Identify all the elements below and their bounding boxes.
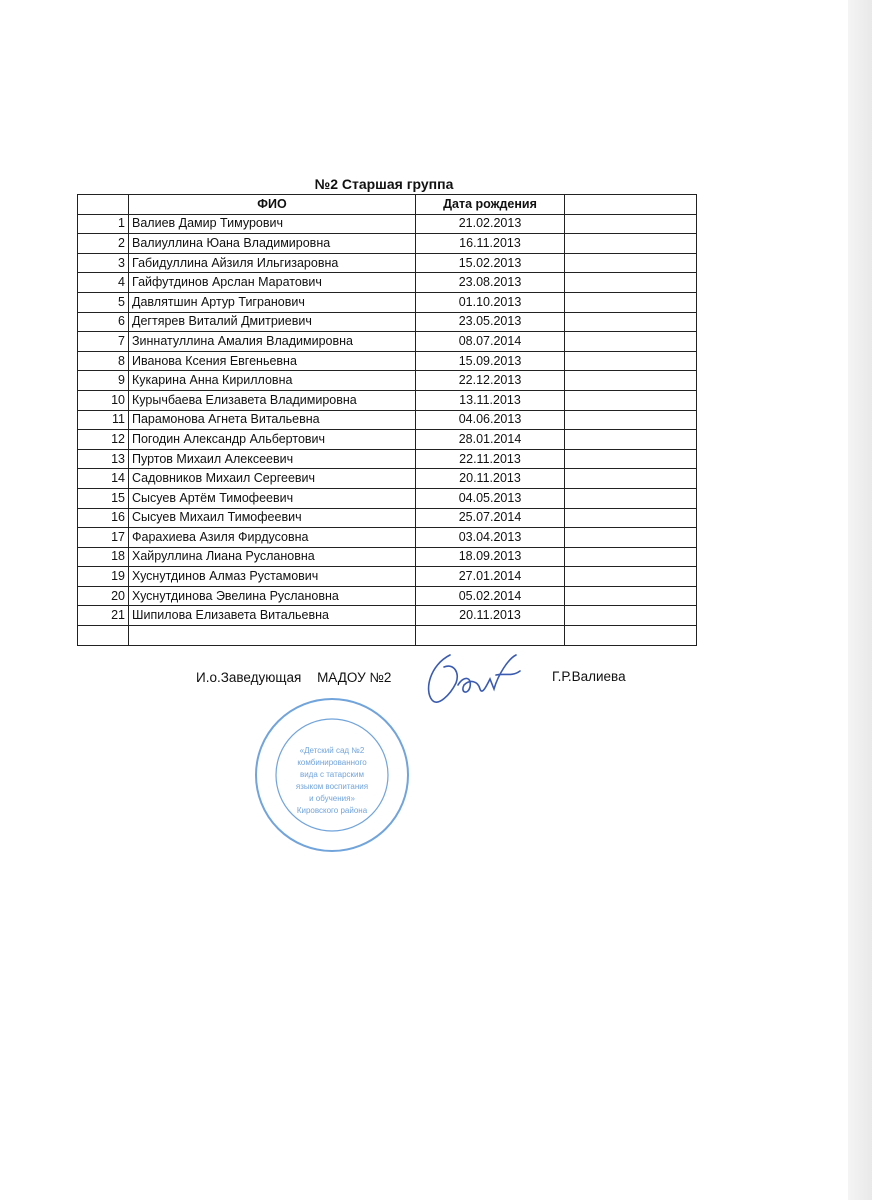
- table-row: [78, 234, 697, 254]
- row-number: 13: [78, 449, 129, 469]
- row-number: 4: [78, 273, 129, 293]
- birth-date: 03.04.2013: [416, 528, 565, 548]
- child-name: Валиев Дамир Тимурович: [129, 214, 416, 234]
- birth-date: 04.06.2013: [416, 410, 565, 430]
- extra-cell: [565, 430, 697, 450]
- child-name: Пуртов Михаил Алексеевич: [129, 449, 416, 469]
- row-number: 1: [78, 214, 129, 234]
- table-row: [78, 371, 697, 391]
- row-number: 10: [78, 390, 129, 410]
- extra-cell: [565, 469, 697, 489]
- child-name: Садовников Михаил Сергеевич: [129, 469, 416, 489]
- child-name: Иванова Ксения Евгеньевна: [129, 351, 416, 371]
- table-row: [78, 508, 697, 528]
- birth-date: 22.12.2013: [416, 371, 565, 391]
- row-number: 18: [78, 547, 129, 567]
- row-number: 17: [78, 528, 129, 548]
- extra-cell: [565, 253, 697, 273]
- extra-cell: [565, 214, 697, 234]
- child-name: Давлятшин Артур Тигранович: [129, 292, 416, 312]
- birth-date: 05.02.2014: [416, 586, 565, 606]
- column-header-number: [78, 195, 129, 215]
- table-row: [78, 469, 697, 489]
- child-name: Курычбаева Елизавета Владимировна: [129, 390, 416, 410]
- extra-cell: [565, 586, 697, 606]
- row-number: 9: [78, 371, 129, 391]
- child-name: Парамонова Агнета Витальевна: [129, 410, 416, 430]
- row-number: 14: [78, 469, 129, 489]
- extra-cell: [565, 528, 697, 548]
- svg-text:языком воспитания: языком воспитания: [295, 782, 369, 791]
- table-row: [78, 626, 697, 646]
- child-name: [129, 626, 416, 646]
- birth-date: 04.05.2013: [416, 488, 565, 508]
- birth-date: 22.11.2013: [416, 449, 565, 469]
- table-row: [78, 528, 697, 548]
- row-number: 6: [78, 312, 129, 332]
- extra-cell: [565, 626, 697, 646]
- child-name: Дегтярев Виталий Дмитриевич: [129, 312, 416, 332]
- column-header-birthdate: Дата рождения: [416, 195, 565, 215]
- child-name: Кукарина Анна Кирилловна: [129, 371, 416, 391]
- scan-page-edge: [848, 0, 872, 1200]
- birth-date: 15.02.2013: [416, 253, 565, 273]
- signer-position: И.о.Заведующая: [196, 670, 302, 685]
- table-row: [78, 292, 697, 312]
- extra-cell: [565, 312, 697, 332]
- svg-text:«Детский сад №2: «Детский сад №2: [299, 746, 365, 755]
- signer-name: Г.Р.Валиева: [552, 669, 626, 684]
- child-name: Зиннатуллина Амалия Владимировна: [129, 332, 416, 352]
- extra-cell: [565, 351, 697, 371]
- child-name: Габидуллина Айзиля Ильгизаровна: [129, 253, 416, 273]
- table-row: [78, 390, 697, 410]
- birth-date: 28.01.2014: [416, 430, 565, 450]
- row-number: 16: [78, 508, 129, 528]
- child-name: Гайфутдинов Арслан Маратович: [129, 273, 416, 293]
- extra-cell: [565, 234, 697, 254]
- birth-date: 16.11.2013: [416, 234, 565, 254]
- birth-date: 25.07.2014: [416, 508, 565, 528]
- svg-text:вида с татарским: вида с татарским: [299, 770, 365, 779]
- extra-cell: [565, 273, 697, 293]
- table-row: [78, 586, 697, 606]
- birth-date: 21.02.2013: [416, 214, 565, 234]
- child-name: Хуснутдинов Алмаз Рустамович: [129, 567, 416, 587]
- table-row: [78, 214, 697, 234]
- extra-cell: [565, 390, 697, 410]
- extra-cell: [565, 292, 697, 312]
- extra-cell: [565, 410, 697, 430]
- extra-cell: [565, 567, 697, 587]
- birth-date: 23.05.2013: [416, 312, 565, 332]
- child-name: Валиуллина Юана Владимировна: [129, 234, 416, 254]
- child-name: Хайруллина Лиана Руслановна: [129, 547, 416, 567]
- children-roster-table: [77, 194, 697, 646]
- table-row: [78, 410, 697, 430]
- birth-date: 15.09.2013: [416, 351, 565, 371]
- row-number: 3: [78, 253, 129, 273]
- extra-cell: [565, 606, 697, 626]
- table-row: [78, 430, 697, 450]
- row-number: 8: [78, 351, 129, 371]
- column-header-name: ФИО: [129, 195, 416, 215]
- extra-cell: [565, 371, 697, 391]
- table-row: [78, 253, 697, 273]
- table-row: [78, 351, 697, 371]
- row-number: 12: [78, 430, 129, 450]
- child-name: Шипилова Елизавета Витальевна: [129, 606, 416, 626]
- birth-date: 23.08.2013: [416, 273, 565, 293]
- child-name: Хуснутдинова Эвелина Руслановна: [129, 586, 416, 606]
- table-row: [78, 332, 697, 352]
- birth-date: 20.11.2013: [416, 606, 565, 626]
- row-number: 7: [78, 332, 129, 352]
- row-number: 21: [78, 606, 129, 626]
- child-name: Фарахиева Азиля Фирдусовна: [129, 528, 416, 548]
- table-row: [78, 606, 697, 626]
- row-number: 19: [78, 567, 129, 587]
- extra-cell: [565, 547, 697, 567]
- extra-cell: [565, 449, 697, 469]
- table-row: [78, 449, 697, 469]
- organization-stamp: [252, 695, 412, 860]
- svg-text:Кировского района: Кировского района: [296, 806, 368, 815]
- extra-cell: [565, 332, 697, 352]
- column-header-extra: [565, 195, 697, 215]
- svg-text:и обучения»: и обучения»: [309, 794, 355, 803]
- extra-cell: [565, 488, 697, 508]
- birth-date: [416, 626, 565, 646]
- child-name: Погодин Александр Альбертович: [129, 430, 416, 450]
- birth-date: 20.11.2013: [416, 469, 565, 489]
- row-number: 5: [78, 292, 129, 312]
- table-row: [78, 488, 697, 508]
- row-number: [78, 626, 129, 646]
- document-title: №2 Старшая группа: [314, 176, 454, 192]
- table-row: [78, 547, 697, 567]
- roster-body: [78, 214, 697, 645]
- svg-text:комбинированного: комбинированного: [297, 758, 367, 767]
- table-row: [78, 312, 697, 332]
- table-row: [78, 567, 697, 587]
- extra-cell: [565, 508, 697, 528]
- row-number: 15: [78, 488, 129, 508]
- birth-date: 27.01.2014: [416, 567, 565, 587]
- table-row: [78, 273, 697, 293]
- birth-date: 13.11.2013: [416, 390, 565, 410]
- row-number: 20: [78, 586, 129, 606]
- signature-line: [196, 670, 403, 685]
- child-name: Сысуев Михаил Тимофеевич: [129, 508, 416, 528]
- birth-date: 08.07.2014: [416, 332, 565, 352]
- birth-date: 01.10.2013: [416, 292, 565, 312]
- child-name: Сысуев Артём Тимофеевич: [129, 488, 416, 508]
- handwritten-signature: [420, 645, 530, 715]
- table-header-row: [78, 195, 697, 215]
- birth-date: 18.09.2013: [416, 547, 565, 567]
- row-number: 11: [78, 410, 129, 430]
- row-number: 2: [78, 234, 129, 254]
- organization-name: МАДОУ №2: [317, 670, 392, 685]
